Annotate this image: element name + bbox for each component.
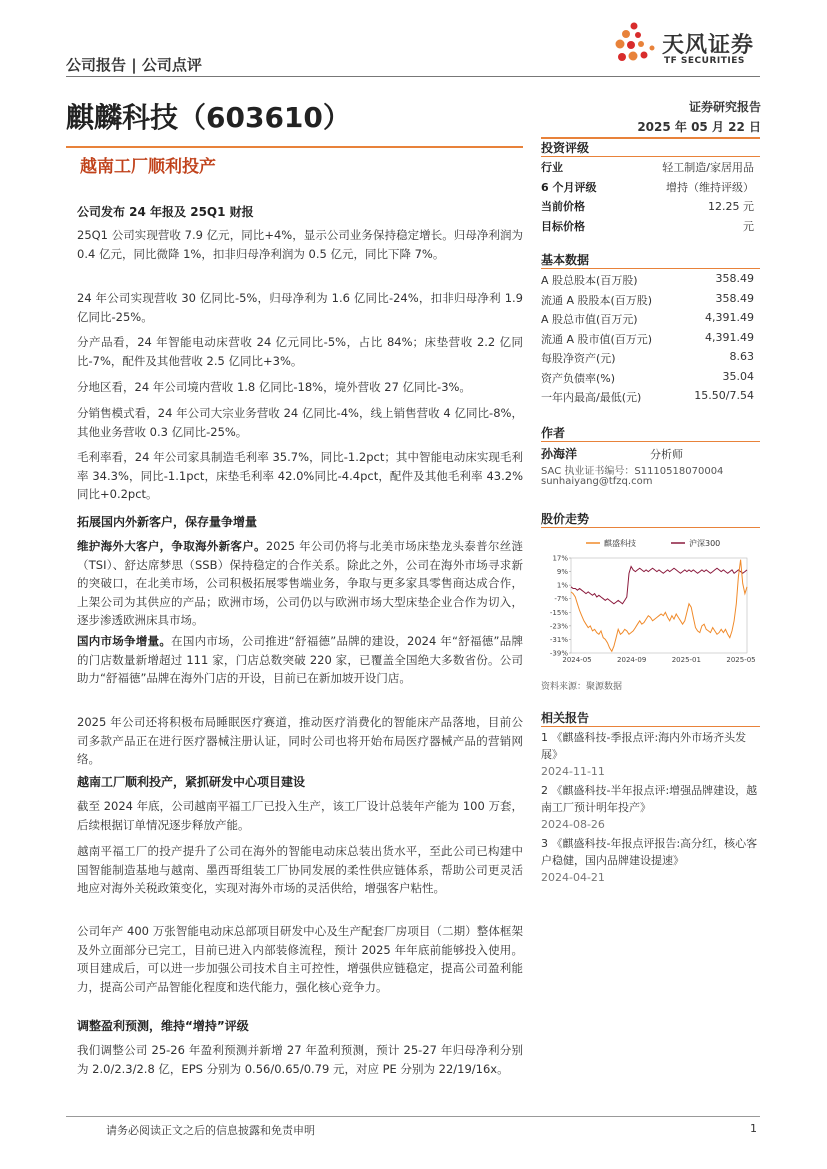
row-value: 358.49 [715,272,754,285]
related-report-date: 2024-11-11 [541,765,605,778]
y-tick-label: -7% [554,595,568,604]
series-line-index [571,567,747,604]
chart-source: 资料来源：聚源数据 [541,682,623,692]
rating-title: 投资评级 [541,141,590,155]
row-key: A 股总市值(百万元) [541,313,638,326]
y-tick-label: -15% [549,608,568,617]
table-row [541,311,760,329]
main-paragraph [77,537,523,630]
author-cert: SAC 执业证书编号：S1110518070004 [541,466,724,477]
x-tick-label: 2024-05 [562,656,592,664]
related-report-item[interactable] [541,782,760,833]
headline: 越南工厂顺利投产 [80,157,216,177]
related-report-date: 2024-08-26 [541,818,605,831]
row-key: 流通 A 股市值(百万元) [541,332,653,346]
related-report-item[interactable] [541,835,760,886]
logo-text-en: TF SECURITIES [664,56,745,66]
row-value: 15.50/7.54 [694,389,754,402]
report-type: 证券研究报告 [688,100,761,114]
paragraph-product: 分产品看，24 年智能电动床营收 24 亿元同比-5%，占比 84%；床垫营收 2.2 亿同比-7%，配件及其他营收 2.5 亿同比+3%。 [77,335,523,368]
basic-data-title: 基本数据 [541,253,590,267]
table-row [541,389,760,407]
main-paragraph [77,1041,523,1078]
table-row [541,331,760,349]
report-date: 2025 年 05 月 22 日 [637,120,761,134]
main-paragraph [77,404,523,441]
footer-disclaimer: 请务必阅读正文之后的信息披露和免责申明 [106,1124,315,1137]
row-key: 行业 [541,161,563,174]
row-key: 6 个月评级 [541,180,597,194]
y-tick-label: 1% [556,581,568,590]
table-row [541,179,760,197]
section-title-customers: 拓展国内外新客户，保存量争增量 [77,515,258,529]
table-row [541,218,760,236]
row-value: 轻工制造/家居用品 [662,161,754,174]
paragraph-forecast: 我们调整公司 25-26 年盈利预测并新增 27 年盈利预测，预计 25-27 年归母净利分别为 2.0/2.3/2.8 亿，EPS 分别为 0.56/0.65/0.79 元，对应 PE 分别为 22/19/16x。 [77,1043,523,1076]
paragraph-rnd-center: 公司年产 400 万张智能电动床总部项目研发中心及生产配套厂房项目（二期）整体框架及外立面部分已完工，目前已进入内部装修流程，预计 2025 年年底前能够投入使用。项目建成后，可以进一步加强公司技术自主可控性，增强供应链稳定，提高公司盈利能力，提高公司产品智能化程度和迭代能力，强化核心竞争力。 [77,924,523,994]
row-key: A 股总股本(百万股) [541,274,638,287]
legend-label: 沪深300 [689,539,721,548]
row-value: 8.63 [729,350,754,363]
author-role: 分析师 [650,448,683,461]
x-tick-label: 2025-05 [726,656,756,664]
related-report-date: 2024-04-21 [541,871,605,884]
y-tick-label: -31% [549,635,568,644]
plot-frame [571,558,747,653]
related-divider [541,726,760,727]
paragraph-annual: 24 年公司实现营收 30 亿同比-5%，归母净利为 1.6 亿同比-24%，扣非归母净利 1.9 亿同比-25%。 [77,291,523,324]
related-report-title[interactable]: 1 《麒盛科技-季报点评:海内外市场齐头发展》 [541,731,747,761]
x-tick-label: 2025-01 [671,656,701,664]
table-row [541,198,760,216]
title-divider [66,146,523,148]
rating-divider [541,156,760,157]
y-tick-label: 17% [552,554,568,563]
page-number: 1 [750,1122,757,1135]
lead-domestic: 国内市场争增量。 [77,634,172,648]
breadcrumb: 公司报告 | 公司点评 [66,56,202,74]
chart-title: 股价走势 [541,512,590,526]
paragraph-region: 分地区看，24 年公司境内营收 1.8 亿同比-18%，境外营收 27 亿同比-3%。 [77,380,471,394]
row-key: 流通 A 股股本(百万股) [541,293,653,307]
table-row [541,370,760,388]
paragraph-margin: 毛利率看，24 年公司家具制造毛利率 35.7%，同比-1.2pct；其中智能电动床实现毛利率 34.3%，同比-1.1pct，床垫毛利率 42.0%同比-4.4pct，配件及其他毛利率 43.2%同比+0.2pct。 [77,450,523,501]
basic-data-divider [541,268,760,269]
main-paragraph [77,632,523,688]
chart-divider [541,527,760,528]
footer-divider [66,1116,760,1117]
y-tick-label: 9% [556,568,568,577]
row-value: 4,391.49 [705,330,754,344]
main-paragraph [77,713,523,769]
x-tick-label: 2024-09 [617,656,647,664]
paragraph-vietnam-factory: 截至 2024 年底，公司越南平福工厂已投入生产，该工厂设计总装年产能为 100 万套，后续根据订单情况逐步释放产能。 [77,799,523,832]
series-line-stock [571,560,747,652]
section-title-vietnam: 越南工厂顺利投产，紧抓研发中心项目建设 [77,775,306,789]
table-row [541,159,760,177]
main-paragraph [77,797,523,834]
page-title: 麒麟科技（603610） [66,101,351,134]
row-value: 35.04 [722,369,754,383]
paragraph-channel: 分销售模式看，24 年公司大宗业务营收 24 亿同比-4%，线上销售营收 4 亿同比-8%，其他业务营收 0.3 亿同比-25%。 [77,406,523,439]
main-paragraph [77,842,523,898]
paragraph-medical: 2025 年公司还将积极布局睡眠医疗赛道，推动医疗消费化的智能床产品落地，目前公司多款产品正在进行医疗器械注册认证，同时公司也将开始布局医疗器械产品的营销网络。 [77,715,523,766]
price-chart [541,538,760,668]
legend-label: 麒盛科技 [604,539,636,548]
row-value: 元 [743,219,754,233]
tf-securities-logo [612,22,762,70]
y-tick-label: -23% [549,622,568,631]
row-key: 每股净资产(元) [541,352,616,365]
main-paragraph [77,378,523,397]
author-divider [541,441,760,442]
author-name: 孙海洋 [541,447,578,461]
related-title: 相关报告 [541,711,590,725]
paragraph-q1: 25Q1 公司实现营收 7.9 亿元，同比+4%，显示公司业务保持稳定增长。归母净利润为 0.4 亿元，同比微降 1%，扣非归母净利润为 0.5 亿元，同比下降 7%。 [77,228,523,261]
paragraph-domestic: 在国内市场，公司推进“舒福德”品牌的建设，2024 年“舒福德”品牌的门店数量新增超过 111 家，门店总数突破 220 家，已覆盖全国绝大多数省份。公司助力“舒福德”品牌在海外门店的开设，目前已在新加坡开设门店。 [77,634,523,685]
table-row [541,292,760,310]
row-key: 一年内最高/最低(元) [541,391,642,404]
section-title-results: 公司发布 24 年报及 25Q1 财报 [77,205,254,219]
main-paragraph [77,289,523,326]
table-row [541,272,760,290]
main-paragraph [77,333,523,370]
author-title: 作者 [541,426,566,440]
main-paragraph [77,922,523,996]
main-paragraph [77,448,523,504]
section-title-forecast: 调整盈利预测，维持“增持”评级 [77,1019,249,1033]
row-value: 358.49 [715,291,754,305]
row-value: 增持（维持评级） [666,180,754,194]
table-row [541,350,760,368]
author-email[interactable]: sunhaiyang@tfzq.com [541,476,653,487]
paragraph-overseas: 2025 年公司仍将与北美市场床垫龙头泰普尔丝涟（TSI）、舒达席梦思（SSB）保持稳定的合作关系。除此之外，公司在海外市场寻求新的突破口，在北美市场，公司积极拓展零售端业务，争取与更多家具零售商达成合作，上架公司为其供应的产品；欧洲市场，公司仍以与欧洲市场大型床垫企业合作为切入，逐步渗透欧洲床具市场。 [77,539,524,627]
row-value: 12.25 元 [708,200,754,213]
row-value: 4,391.49 [705,311,754,324]
row-key: 资产负债率(%) [541,371,616,385]
main-paragraph [77,226,523,263]
paragraph-supply-chain: 越南平福工厂的投产提升了公司在海外的智能电动床总装出货水平，至此公司已构建中国智能制造基地与越南、墨西哥组装工厂协同发展的柔性供应链体系，帮助公司更灵活地应对海外关税政策变化，实现对海外市场的灵活供给，增强客户粘性。 [77,844,523,895]
related-reports-list [541,729,760,888]
related-report-title[interactable]: 2 《麒盛科技-半年报点评:增强品牌建设，越南工厂预计明年投产》 [541,784,758,814]
row-key: 当前价格 [541,200,585,213]
related-report-item[interactable] [541,729,760,780]
row-key: 目标价格 [541,219,585,233]
related-report-title[interactable]: 3 《麒盛科技-年报点评报告:高分红，核心客户稳健，国内品牌建设提速》 [541,837,758,867]
header-divider [66,76,760,77]
lead-overseas: 维护海外大客户，争取海外新客户。 [77,539,266,553]
y-tick-label: -39% [549,649,568,658]
tf-logo-icon [612,22,660,70]
logo-text-cn: 天风证券 [662,33,755,58]
